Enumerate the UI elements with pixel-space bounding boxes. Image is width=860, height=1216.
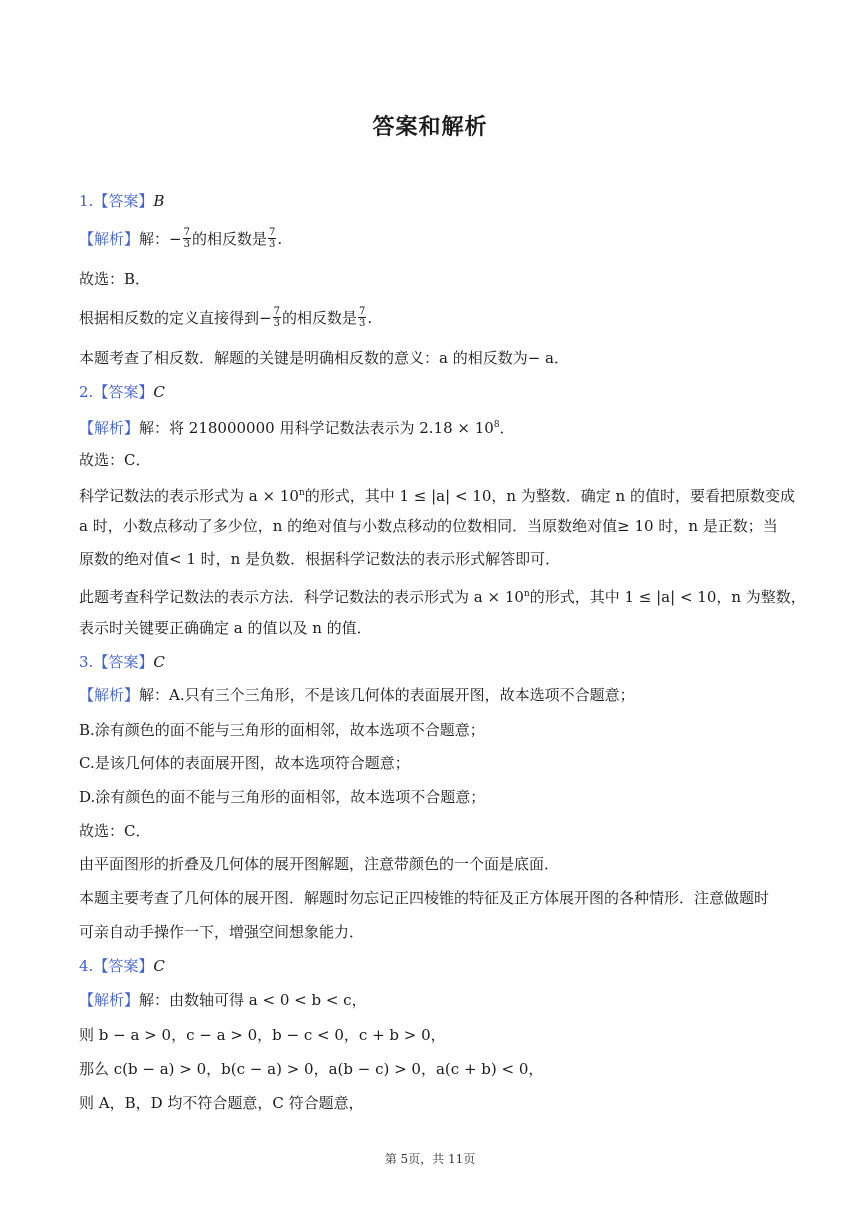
q2-text-part: 解：将 218000000 用科学记数法表示为 2.18 × 10 <box>139 419 494 437</box>
q4-answer: C <box>153 957 165 975</box>
q4-line3: 那么 c(b − a) > 0，b(c − a) > 0，a(b − c) > 0，a(c + b) < 0， <box>79 1060 544 1078</box>
q1-text-part: . <box>367 309 373 327</box>
q4-answer-line <box>79 955 784 977</box>
q4-line2: 则 b − a > 0，c − a > 0，b − c < 0，c + b > 0， <box>79 1026 446 1044</box>
q1-text-part: 的相反数是 <box>191 230 267 248</box>
q1-fraction <box>183 227 191 250</box>
q4-line4: 则 A，B，D 均不符合题意，C 符合题意， <box>79 1094 364 1112</box>
q4-analysis-line1 <box>79 989 784 1011</box>
q1-analysis-tag: 【解析】 <box>79 230 140 248</box>
q1-number: 1. <box>79 192 94 210</box>
q4-answer-tag: 【答案】 <box>93 957 154 975</box>
q3-answer: C <box>153 653 165 671</box>
q2-analysis-line1 <box>79 414 784 439</box>
q1-fraction <box>268 227 276 250</box>
q3-line5: 故选：C． <box>79 822 151 840</box>
q3-line2: B.涂有颜色的面不能与三角形的面相邻，故本选项不合题意； <box>79 721 485 739</box>
q3-line4: D.涂有颜色的面不能与三角形的面相邻，故本选项不合题意； <box>79 788 486 806</box>
q2-exponent: n <box>298 488 305 498</box>
q2-answer-tag: 【答案】 <box>93 383 154 401</box>
q2-line5: 原数的绝对值< 1 时，n 是负数．根据科学记数法的表示形式解答即可． <box>79 550 561 568</box>
q1-text-part: 解：− <box>139 230 182 248</box>
q1-answer-line <box>79 190 784 212</box>
q3-answer-line <box>79 651 784 673</box>
q1-text-part: . <box>277 230 283 248</box>
q2-text-part: 的形式，其中 1 ≤ |a| < 10，n 为整数， <box>529 588 806 606</box>
q2-text-part: ． <box>499 419 515 437</box>
q2-line6 <box>79 583 806 608</box>
frac-numerator: 7 <box>268 226 276 238</box>
q4-text-part: 解：由数轴可得 a < 0 < b < c， <box>139 991 367 1009</box>
q2-text-part: 此题考查科学记数法的表示方法．科学记数法的表示形式为 a × 10 <box>79 588 524 606</box>
q2-line7: 表示时关键要正确确定 a 的值以及 n 的值． <box>79 619 372 637</box>
q2-analysis-tag: 【解析】 <box>79 419 140 437</box>
q3-line7: 本题主要考查了几何体的展开图．解题时勿忘记正四棱锥的特征及正方体展开图的各种情形．注意做题时 <box>79 889 770 907</box>
q3-line6: 由平面图形的折叠及几何体的展开图解题，注意带颜色的一个面是底面． <box>79 855 560 873</box>
q3-line8: 可亲自动手操作一下，增强空间想象能力． <box>79 923 365 941</box>
q3-line3: C.是该几何体的表面展开图，故本选项符合题意； <box>79 754 410 772</box>
q3-text-part: 解：A.只有三个三角形，不是该几何体的表面展开图，故本选项不合题意； <box>139 686 635 704</box>
q1-text-part: 的相反数是 <box>281 309 357 327</box>
frac-denominator: 3 <box>358 317 366 329</box>
q2-line3 <box>79 482 795 507</box>
q1-line2: 故选：B． <box>79 270 151 288</box>
frac-numerator: 7 <box>273 305 280 317</box>
q3-analysis-tag: 【解析】 <box>79 686 140 704</box>
q2-exponent: n <box>523 589 530 599</box>
frac-numerator: 7 <box>358 305 366 317</box>
q2-exponent: 8 <box>493 420 500 430</box>
q2-text-part: 科学记数法的表示形式为 a × 10 <box>79 487 299 505</box>
q4-analysis-tag: 【解析】 <box>79 991 140 1009</box>
q2-number: 2. <box>79 383 94 401</box>
q2-text-part: 的形式，其中 1 ≤ |a| < 10，n 为整数．确定 n 的值时，要看把原数变成 <box>304 487 795 505</box>
frac-denominator: 3 <box>268 238 276 250</box>
q1-answer-tag: 【答案】 <box>93 192 154 210</box>
q2-answer: C <box>153 383 165 401</box>
frac-denominator: 3 <box>273 317 280 329</box>
q1-analysis-line1 <box>79 228 784 252</box>
q2-line2: 故选：C． <box>79 451 151 469</box>
page-footer: 第 5页，共 11页 <box>384 1152 476 1166</box>
q2-line4: a 时，小数点移动了多少位，n 的绝对值与小数点移动的位数相同．当原数绝对值≥ 10 时，n 是正数；当 <box>79 517 778 535</box>
q2-answer-line <box>79 381 784 403</box>
q3-answer-tag: 【答案】 <box>93 653 154 671</box>
q1-line3 <box>79 307 784 331</box>
q1-answer: B <box>153 192 165 210</box>
q3-number: 3. <box>79 653 94 671</box>
q1-line4: 本题考查了相反数．解题的关键是明确相反数的意义：a 的相反数为− a． <box>79 349 569 367</box>
q1-fraction <box>273 306 281 329</box>
q3-analysis-line1 <box>79 684 784 706</box>
q1-fraction <box>358 306 366 329</box>
page-title: 答案和解析 <box>372 115 488 140</box>
q4-number: 4. <box>79 957 94 975</box>
frac-denominator: 3 <box>183 238 190 250</box>
q1-text-part: 根据相反数的定义直接得到− <box>79 309 272 327</box>
frac-numerator: 7 <box>183 226 190 238</box>
